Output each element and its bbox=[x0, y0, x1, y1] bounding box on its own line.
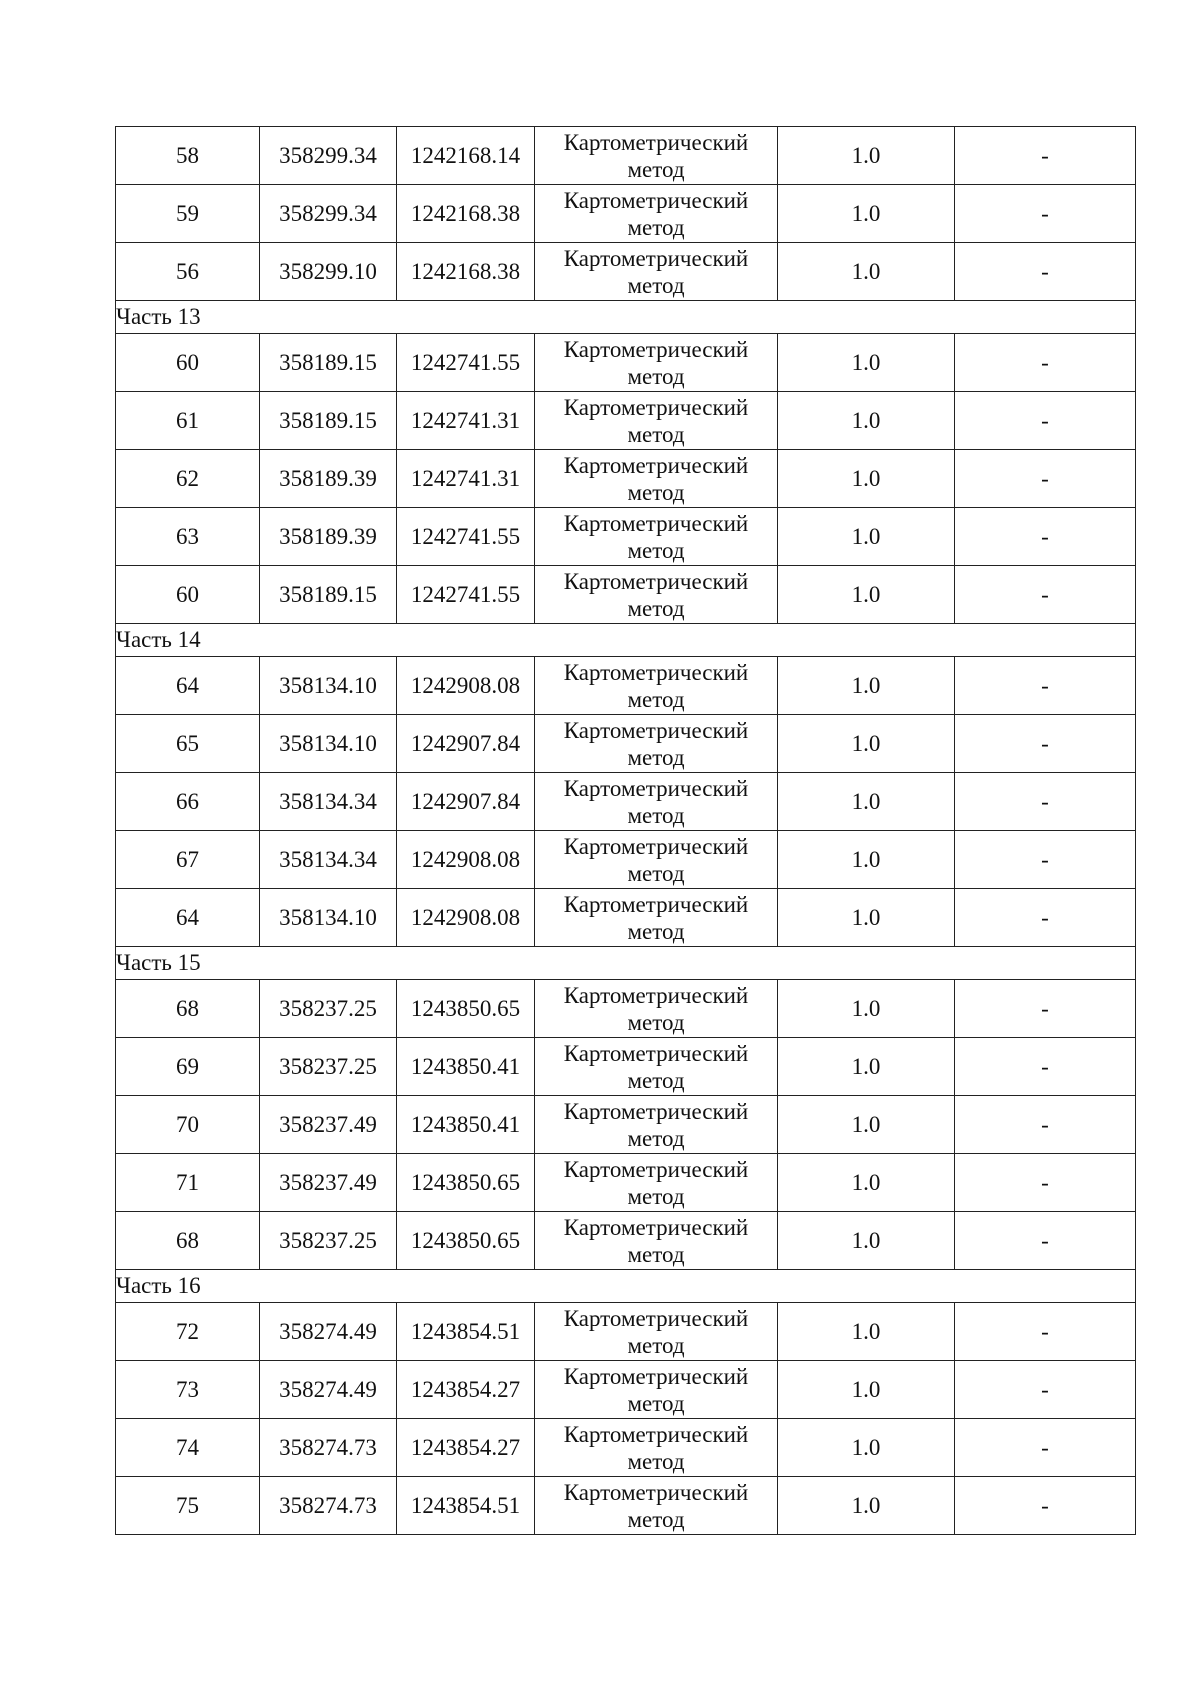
method-text: Картометрический метод bbox=[563, 659, 749, 712]
table-row bbox=[116, 1212, 1136, 1270]
point-number-cell: 60 bbox=[116, 566, 260, 624]
method-cell bbox=[535, 1477, 778, 1535]
coordinate-y-cell: 1242908.08 bbox=[397, 889, 535, 947]
coordinate-y-cell: 1243854.51 bbox=[397, 1303, 535, 1361]
point-number-cell: 58 bbox=[116, 127, 260, 185]
coordinate-x-cell: 358299.34 bbox=[260, 127, 397, 185]
coordinate-x-cell: 358189.39 bbox=[260, 508, 397, 566]
method-cell bbox=[535, 392, 778, 450]
table-row bbox=[116, 1096, 1136, 1154]
note-cell: - bbox=[955, 1419, 1136, 1477]
coordinate-y-cell: 1242741.55 bbox=[397, 508, 535, 566]
table-row bbox=[116, 715, 1136, 773]
table-row bbox=[116, 334, 1136, 392]
note-cell: - bbox=[955, 1038, 1136, 1096]
part-label: Часть 15 bbox=[116, 947, 1136, 980]
method-text: Картометрический метод bbox=[563, 129, 749, 182]
coordinate-y-cell: 1243850.65 bbox=[397, 980, 535, 1038]
accuracy-cell: 1.0 bbox=[778, 127, 955, 185]
point-number-cell: 66 bbox=[116, 773, 260, 831]
table-row bbox=[116, 1419, 1136, 1477]
table-row bbox=[116, 566, 1136, 624]
accuracy-cell: 1.0 bbox=[778, 1419, 955, 1477]
coordinate-x-cell: 358134.10 bbox=[260, 889, 397, 947]
part-header-row bbox=[116, 624, 1136, 657]
accuracy-cell: 1.0 bbox=[778, 1303, 955, 1361]
table-row bbox=[116, 392, 1136, 450]
coordinate-y-cell: 1242168.38 bbox=[397, 243, 535, 301]
point-number-cell: 71 bbox=[116, 1154, 260, 1212]
coordinate-x-cell: 358299.10 bbox=[260, 243, 397, 301]
part-label: Часть 13 bbox=[116, 301, 1136, 334]
method-cell bbox=[535, 715, 778, 773]
coordinates-table bbox=[115, 126, 1136, 1535]
accuracy-cell: 1.0 bbox=[778, 715, 955, 773]
coordinate-x-cell: 358274.73 bbox=[260, 1477, 397, 1535]
coordinate-y-cell: 1242741.55 bbox=[397, 334, 535, 392]
method-text: Картометрический метод bbox=[563, 1363, 749, 1416]
accuracy-cell: 1.0 bbox=[778, 1038, 955, 1096]
method-text: Картометрический метод bbox=[563, 717, 749, 770]
method-text: Картометрический метод bbox=[563, 1421, 749, 1474]
table-row bbox=[116, 450, 1136, 508]
method-cell bbox=[535, 1096, 778, 1154]
note-cell: - bbox=[955, 566, 1136, 624]
method-cell bbox=[535, 334, 778, 392]
note-cell: - bbox=[955, 1477, 1136, 1535]
point-number-cell: 73 bbox=[116, 1361, 260, 1419]
method-text: Картометрический метод bbox=[563, 1214, 749, 1267]
method-cell bbox=[535, 243, 778, 301]
note-cell: - bbox=[955, 1212, 1136, 1270]
accuracy-cell: 1.0 bbox=[778, 185, 955, 243]
coordinate-x-cell: 358274.49 bbox=[260, 1361, 397, 1419]
table-row bbox=[116, 1477, 1136, 1535]
note-cell: - bbox=[955, 831, 1136, 889]
coordinate-x-cell: 358134.34 bbox=[260, 773, 397, 831]
method-cell bbox=[535, 450, 778, 508]
point-number-cell: 74 bbox=[116, 1419, 260, 1477]
accuracy-cell: 1.0 bbox=[778, 1361, 955, 1419]
coordinate-y-cell: 1243854.27 bbox=[397, 1419, 535, 1477]
method-cell bbox=[535, 831, 778, 889]
note-cell: - bbox=[955, 392, 1136, 450]
coordinate-y-cell: 1243854.27 bbox=[397, 1361, 535, 1419]
coordinate-y-cell: 1243850.41 bbox=[397, 1038, 535, 1096]
accuracy-cell: 1.0 bbox=[778, 773, 955, 831]
table-row bbox=[116, 1038, 1136, 1096]
note-cell: - bbox=[955, 1361, 1136, 1419]
method-text: Картометрический метод bbox=[563, 1479, 749, 1532]
method-cell bbox=[535, 1419, 778, 1477]
note-cell: - bbox=[955, 715, 1136, 773]
method-text: Картометрический метод bbox=[563, 833, 749, 886]
method-text: Картометрический метод bbox=[563, 336, 749, 389]
note-cell: - bbox=[955, 243, 1136, 301]
method-text: Картометрический метод bbox=[563, 775, 749, 828]
accuracy-cell: 1.0 bbox=[778, 566, 955, 624]
note-cell: - bbox=[955, 1303, 1136, 1361]
point-number-cell: 64 bbox=[116, 657, 260, 715]
note-cell: - bbox=[955, 980, 1136, 1038]
method-text: Картометрический метод bbox=[563, 1040, 749, 1093]
method-cell bbox=[535, 889, 778, 947]
accuracy-cell: 1.0 bbox=[778, 889, 955, 947]
method-text: Картометрический метод bbox=[563, 568, 749, 621]
method-cell bbox=[535, 127, 778, 185]
point-number-cell: 65 bbox=[116, 715, 260, 773]
coordinate-x-cell: 358189.15 bbox=[260, 334, 397, 392]
coordinate-y-cell: 1242741.31 bbox=[397, 450, 535, 508]
point-number-cell: 68 bbox=[116, 980, 260, 1038]
method-cell bbox=[535, 1038, 778, 1096]
coordinate-x-cell: 358237.25 bbox=[260, 1038, 397, 1096]
method-text: Картометрический метод bbox=[563, 510, 749, 563]
point-number-cell: 59 bbox=[116, 185, 260, 243]
method-text: Картометрический метод bbox=[563, 1305, 749, 1358]
table-row bbox=[116, 243, 1136, 301]
coordinate-x-cell: 358299.34 bbox=[260, 185, 397, 243]
coordinate-x-cell: 358237.25 bbox=[260, 980, 397, 1038]
method-text: Картометрический метод bbox=[563, 1156, 749, 1209]
point-number-cell: 68 bbox=[116, 1212, 260, 1270]
method-cell bbox=[535, 185, 778, 243]
coordinate-y-cell: 1242908.08 bbox=[397, 831, 535, 889]
table-row bbox=[116, 185, 1136, 243]
coordinate-y-cell: 1243850.65 bbox=[397, 1154, 535, 1212]
accuracy-cell: 1.0 bbox=[778, 392, 955, 450]
accuracy-cell: 1.0 bbox=[778, 980, 955, 1038]
coordinate-x-cell: 358134.10 bbox=[260, 715, 397, 773]
coordinate-y-cell: 1242907.84 bbox=[397, 773, 535, 831]
coordinate-y-cell: 1242907.84 bbox=[397, 715, 535, 773]
table-row bbox=[116, 1361, 1136, 1419]
method-cell bbox=[535, 566, 778, 624]
table-row bbox=[116, 508, 1136, 566]
table-row bbox=[116, 773, 1136, 831]
part-header-row bbox=[116, 1270, 1136, 1303]
method-cell bbox=[535, 508, 778, 566]
point-number-cell: 64 bbox=[116, 889, 260, 947]
table-row bbox=[116, 127, 1136, 185]
accuracy-cell: 1.0 bbox=[778, 657, 955, 715]
part-header-row bbox=[116, 947, 1136, 980]
coordinate-y-cell: 1242741.55 bbox=[397, 566, 535, 624]
coordinate-y-cell: 1242168.38 bbox=[397, 185, 535, 243]
point-number-cell: 56 bbox=[116, 243, 260, 301]
accuracy-cell: 1.0 bbox=[778, 450, 955, 508]
note-cell: - bbox=[955, 185, 1136, 243]
coordinate-x-cell: 358134.10 bbox=[260, 657, 397, 715]
accuracy-cell: 1.0 bbox=[778, 1477, 955, 1535]
accuracy-cell: 1.0 bbox=[778, 1096, 955, 1154]
note-cell: - bbox=[955, 450, 1136, 508]
method-cell bbox=[535, 1361, 778, 1419]
coordinate-y-cell: 1243854.51 bbox=[397, 1477, 535, 1535]
method-text: Картометрический метод bbox=[563, 187, 749, 240]
coordinate-y-cell: 1242741.31 bbox=[397, 392, 535, 450]
coordinate-y-cell: 1243850.41 bbox=[397, 1096, 535, 1154]
note-cell: - bbox=[955, 334, 1136, 392]
coordinate-y-cell: 1242908.08 bbox=[397, 657, 535, 715]
coordinate-x-cell: 358189.15 bbox=[260, 392, 397, 450]
table-row bbox=[116, 1154, 1136, 1212]
method-cell bbox=[535, 773, 778, 831]
method-cell bbox=[535, 980, 778, 1038]
method-text: Картометрический метод bbox=[563, 982, 749, 1035]
method-cell bbox=[535, 1212, 778, 1270]
method-cell bbox=[535, 1154, 778, 1212]
note-cell: - bbox=[955, 127, 1136, 185]
point-number-cell: 60 bbox=[116, 334, 260, 392]
note-cell: - bbox=[955, 657, 1136, 715]
note-cell: - bbox=[955, 1154, 1136, 1212]
accuracy-cell: 1.0 bbox=[778, 334, 955, 392]
table-body bbox=[116, 127, 1136, 1535]
method-text: Картометрический метод bbox=[563, 891, 749, 944]
part-label: Часть 16 bbox=[116, 1270, 1136, 1303]
point-number-cell: 62 bbox=[116, 450, 260, 508]
accuracy-cell: 1.0 bbox=[778, 508, 955, 566]
method-text: Картометрический метод bbox=[563, 394, 749, 447]
accuracy-cell: 1.0 bbox=[778, 831, 955, 889]
point-number-cell: 75 bbox=[116, 1477, 260, 1535]
point-number-cell: 70 bbox=[116, 1096, 260, 1154]
coordinate-x-cell: 358237.49 bbox=[260, 1096, 397, 1154]
accuracy-cell: 1.0 bbox=[778, 243, 955, 301]
coordinate-y-cell: 1243850.65 bbox=[397, 1212, 535, 1270]
part-header-row bbox=[116, 301, 1136, 334]
method-text: Картометрический метод bbox=[563, 1098, 749, 1151]
method-cell bbox=[535, 657, 778, 715]
table-row bbox=[116, 831, 1136, 889]
coordinate-x-cell: 358274.49 bbox=[260, 1303, 397, 1361]
coordinate-y-cell: 1242168.14 bbox=[397, 127, 535, 185]
table-row bbox=[116, 980, 1136, 1038]
point-number-cell: 72 bbox=[116, 1303, 260, 1361]
point-number-cell: 67 bbox=[116, 831, 260, 889]
note-cell: - bbox=[955, 889, 1136, 947]
method-text: Картометрический метод bbox=[563, 245, 749, 298]
coordinate-x-cell: 358189.15 bbox=[260, 566, 397, 624]
point-number-cell: 69 bbox=[116, 1038, 260, 1096]
note-cell: - bbox=[955, 773, 1136, 831]
coordinate-x-cell: 358134.34 bbox=[260, 831, 397, 889]
part-label: Часть 14 bbox=[116, 624, 1136, 657]
note-cell: - bbox=[955, 1096, 1136, 1154]
point-number-cell: 61 bbox=[116, 392, 260, 450]
method-cell bbox=[535, 1303, 778, 1361]
coordinate-x-cell: 358237.25 bbox=[260, 1212, 397, 1270]
note-cell: - bbox=[955, 508, 1136, 566]
accuracy-cell: 1.0 bbox=[778, 1212, 955, 1270]
coordinate-x-cell: 358237.49 bbox=[260, 1154, 397, 1212]
coordinate-x-cell: 358189.39 bbox=[260, 450, 397, 508]
coordinate-x-cell: 358274.73 bbox=[260, 1419, 397, 1477]
method-text: Картометрический метод bbox=[563, 452, 749, 505]
table-row bbox=[116, 1303, 1136, 1361]
table-row bbox=[116, 889, 1136, 947]
table-row bbox=[116, 657, 1136, 715]
point-number-cell: 63 bbox=[116, 508, 260, 566]
accuracy-cell: 1.0 bbox=[778, 1154, 955, 1212]
